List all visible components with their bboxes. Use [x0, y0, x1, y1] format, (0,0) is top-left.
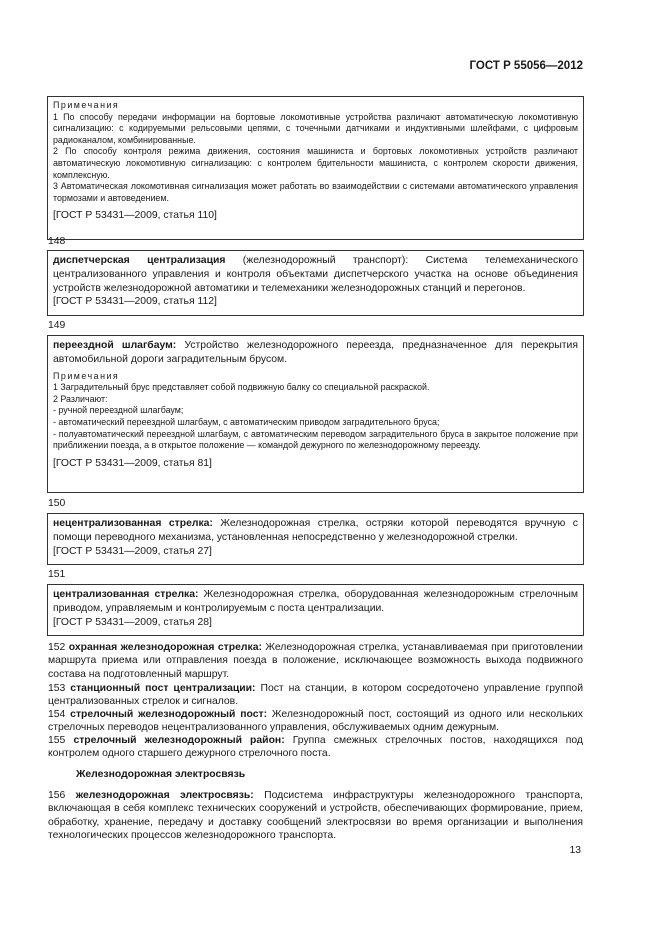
entry-154	[48, 708, 583, 735]
definition	[53, 588, 578, 616]
note-2-item-2: - автоматический переездной шлагбаум, с автоматическим приводом заградительного бруса;	[53, 416, 440, 427]
definition-text: Подсистема инфраструктуры железнодорожного транспорта, включающая в себя комплекс технических сооружений и устройств, обеспечивающих формирование, прием, обработку, хранение, передачу и доставку сообщений электросвязи во время организации и выполнения технологических процессов железнодорожного транспорта.	[48, 790, 583, 842]
note-2-item-1: - ручной переездной шлагбаум;	[53, 405, 184, 416]
entry-number: 148	[48, 236, 66, 247]
entry-number: 155	[48, 735, 74, 746]
note-2: 2 Различают:	[53, 393, 108, 404]
definition	[53, 254, 578, 295]
entry-155	[48, 734, 583, 761]
standard-header: ГОСТ Р 55056—2012	[469, 60, 583, 72]
note-1: 1 По способу передачи информации на бортовые локомотивные устройства различают автоматическую локомотивную сигнализацию: с кодируемыми рельсовыми цепями, с точечными датчиками и индуктивными шлейфами, с цифровым радиоканалом, комбинированные.	[53, 111, 578, 145]
note-2: 2 По способу контроля режима движения, состояния машиниста и бортовых локомотивных устройств различают автоматическую локомотивную сигнализацию: с контролем бдительности машиниста, с контролем скорости движения, комплексную.	[53, 146, 578, 180]
definition	[53, 517, 578, 545]
entry-number: 150	[48, 498, 66, 509]
entry-151-box	[47, 584, 584, 636]
entry-number: 154	[48, 709, 71, 720]
definition	[53, 339, 578, 367]
term: железнодорожная электросвязь:	[75, 790, 254, 801]
entry-number: 156	[48, 790, 76, 801]
definition-text: Железнодорожный пост, состоящий из одного или нескольких стрелочных переводов нецентрализованного управления, обслуживаемых одним дежурным.	[48, 709, 583, 734]
definition-text: Железнодорожная стрелка, оборудованная железнодорожным стрелочным приводом, управляемым и контролируемым с поста централизации.	[53, 589, 578, 614]
definition-text: (железнодорожный транспорт): Система телемеханического централизованного управления и контроля объектами диспетчерского участка на основе объединения устройств железнодорожной автоматики и телемеханики железнодорожных станций и перегонов.	[53, 255, 578, 294]
term: нецентрализованная стрелка:	[53, 518, 213, 529]
note-3: 3 Автоматическая локомотивная сигнализация может работать во взаимодействии с системами автоматического управления тормозами и автоведением.	[53, 181, 578, 203]
reference: [ГОСТ Р 53431—2009, статья 110]	[53, 210, 217, 222]
definition-text: Пост на станции, в котором сосредоточено управление группой централизованных стрелок и сигналов.	[48, 683, 584, 708]
entry-148-box	[47, 250, 584, 316]
term: переездной шлагбаум:	[53, 340, 177, 351]
definition-text: Железнодорожная стрелка, устанавливаемая при приготовлении маршрута приема или отправления поезда в положение, исключающее возможность выхода подвижного состава на подготовленный маршрут.	[48, 642, 583, 680]
term: охранная железнодорожная стрелка:	[68, 642, 262, 653]
term: централизованная стрелка:	[53, 589, 199, 600]
note-2-item-3: - полуавтоматический переездной шлагбаум, с автоматическим переводом заградительного бруса в закрытое положение при приближении поезда, а в открытое положение — командой дежурного по железнодорожному переезду.	[53, 428, 578, 451]
entry-number: 151	[48, 569, 66, 580]
entry-152	[48, 641, 583, 681]
entry-156	[48, 789, 583, 843]
reference: [ГОСТ Р 53431—2009, статья 27]	[53, 545, 212, 557]
page-number: 13	[569, 845, 581, 856]
entry-number: 152	[48, 642, 69, 653]
reference: [ГОСТ Р 53431—2009, статья 112]	[53, 296, 217, 308]
definition-text: Группа смежных стрелочных постов, находящихся под контролем одного старшего дежурного стрелочного поста.	[48, 735, 583, 760]
section-title: Железнодорожная электросвязь	[76, 769, 246, 780]
entry-147-box	[47, 96, 584, 240]
reference: [ГОСТ Р 53431—2009, статья 81]	[53, 457, 212, 469]
entry-number: 153	[48, 683, 71, 694]
term: стрелочный железнодорожный район:	[73, 735, 285, 746]
term: стрелочный железнодорожный пост:	[70, 709, 268, 720]
note-1: 1 Заградительный брус представляет собой подвижную балку со специальной раскраской.	[53, 382, 430, 393]
entry-149-box	[47, 335, 584, 493]
reference: [ГОСТ Р 53431—2009, статья 28]	[53, 616, 212, 628]
definition-text: Железнодорожная стрелка, остряки которой переводятся вручную с помощи переводного механизма, установленная непосредственно у железнодорожной стрелки.	[53, 518, 578, 543]
notes-title: Примечания	[53, 370, 120, 381]
notes-title: Примечания	[53, 100, 120, 110]
entry-153	[48, 682, 583, 709]
entry-number: 149	[48, 320, 66, 331]
entry-150-box	[47, 513, 584, 565]
definition-text: Устройство железнодорожного переезда, предназначенное для перекрытия автомобильной дороги заградительным брусом.	[53, 340, 578, 365]
term: станционный пост централизации:	[70, 683, 256, 694]
term: диспетчерская централизация	[53, 255, 226, 266]
